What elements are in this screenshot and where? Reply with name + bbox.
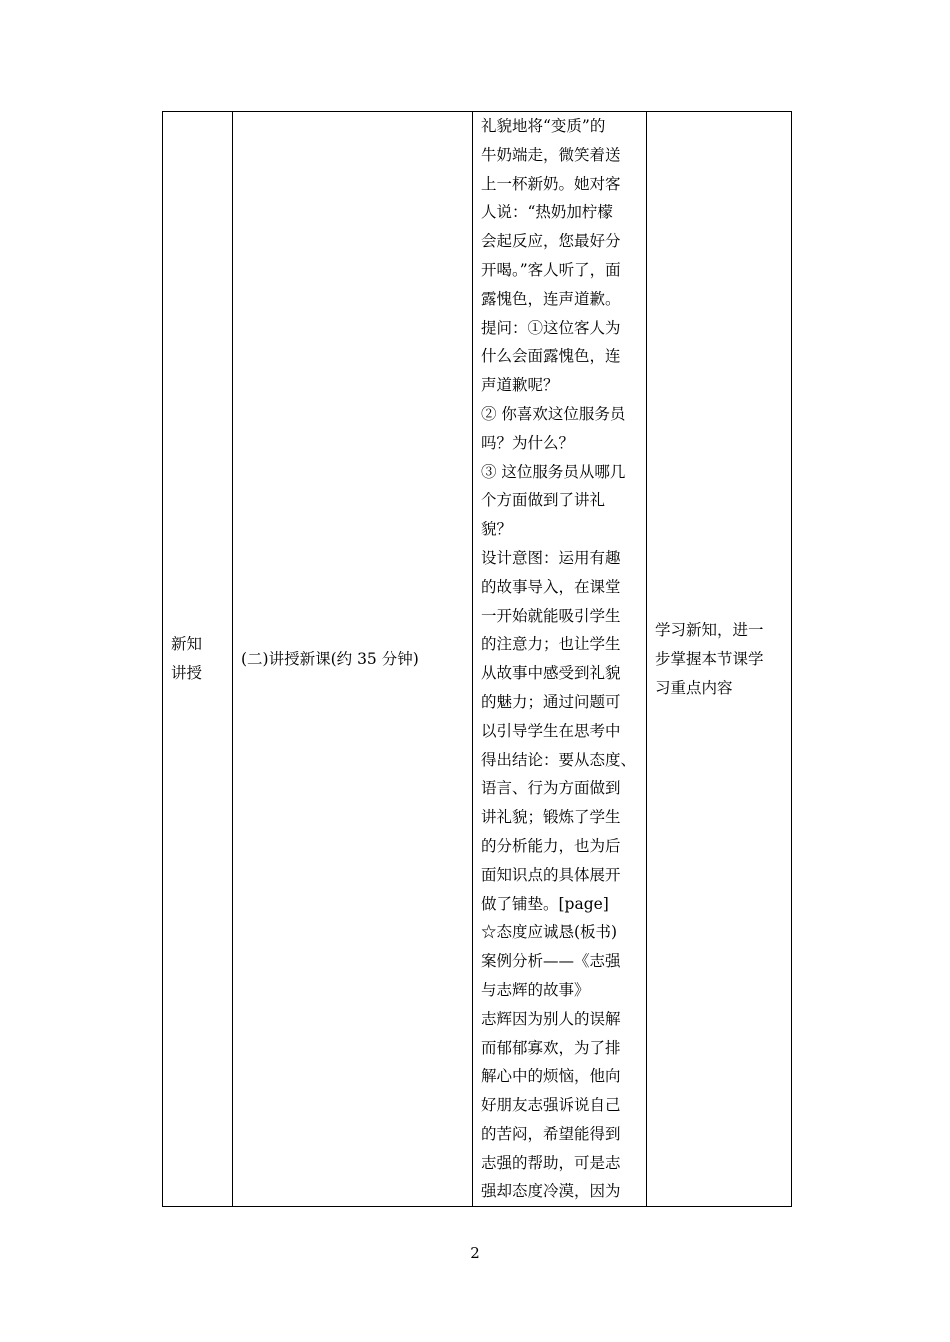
content-line: 做了铺垫。[page] bbox=[481, 894, 609, 913]
content-line: 礼貌地将“变质”的 bbox=[481, 117, 606, 135]
content-line: 解心中的烦恼，他向 bbox=[481, 1067, 621, 1086]
content-line: 提问：①这位客人为 bbox=[481, 318, 621, 337]
content-line: 一开始就能吸引学生 bbox=[481, 606, 621, 625]
step-text: (二)讲授新课(约 35 分钟) bbox=[241, 649, 419, 668]
content-line: 强却态度冷漠，因为 bbox=[481, 1182, 621, 1201]
stage-line: 讲授 bbox=[171, 664, 203, 683]
content-line: 人说：“热奶加柠檬 bbox=[481, 203, 613, 222]
content-line: 从故事中感受到礼貌 bbox=[481, 664, 621, 683]
content-line: 得出结论：要从态度、 bbox=[481, 750, 637, 769]
content-line: 志强的帮助，可是志 bbox=[481, 1153, 621, 1172]
intent-line: 步掌握本节课学 bbox=[655, 649, 764, 668]
content-line: 的魅力；通过问题可 bbox=[481, 692, 621, 711]
content-line: ③ 这位服务员从哪几 bbox=[481, 462, 626, 481]
content-line: 以引导学生在思考中 bbox=[481, 721, 621, 740]
content-cell bbox=[473, 112, 647, 1207]
table-row bbox=[163, 112, 792, 1207]
content-line: 与志辉的故事》 bbox=[481, 980, 590, 999]
content-line: 开喝。”客人听了，面 bbox=[481, 260, 621, 279]
content-line: ☆态度应诚恳(板书) bbox=[481, 923, 618, 942]
content-line: 貌？ bbox=[481, 520, 513, 539]
content-line: 会起反应，您最好分 bbox=[481, 232, 621, 251]
content-line: 案例分析——《志强 bbox=[481, 952, 621, 971]
lesson-plan-table bbox=[162, 111, 792, 1207]
content-line: 而郁郁寡欢，为了排 bbox=[481, 1038, 621, 1057]
intent-line: 习重点内容 bbox=[655, 678, 733, 697]
content-line: 的分析能力，也为后 bbox=[481, 836, 621, 855]
content-line: 志辉因为别人的误解 bbox=[481, 1009, 621, 1028]
content-line: 的苦闷，希望能得到 bbox=[481, 1124, 621, 1143]
stage-line: 新知 bbox=[171, 635, 203, 654]
content-line: 设计意图：运用有趣 bbox=[481, 548, 621, 567]
page-number: 2 bbox=[470, 1244, 480, 1262]
intent-line: 学习新知，进一 bbox=[655, 620, 764, 639]
content-line: 面知识点的具体展开 bbox=[481, 865, 621, 884]
content-line: 什么会面露愧色，连 bbox=[481, 347, 621, 366]
content-line: 的故事导入，在课堂 bbox=[481, 577, 621, 596]
step-cell bbox=[233, 112, 473, 1207]
intent-cell bbox=[647, 112, 792, 1207]
content-line: 露愧色，连声道歉。 bbox=[481, 289, 621, 308]
content-line: 声道歉呢？ bbox=[481, 376, 559, 395]
content-line: 语言、行为方面做到 bbox=[481, 779, 621, 798]
stage-cell bbox=[163, 112, 233, 1207]
content-line: 上一杯新奶。她对客 bbox=[481, 174, 621, 193]
content-line: 好朋友志强诉说自己 bbox=[481, 1096, 621, 1115]
content-line: 吗？为什么？ bbox=[481, 433, 575, 452]
content-line: 讲礼貌；锻炼了学生 bbox=[481, 808, 621, 827]
content-line: 的注意力；也让学生 bbox=[481, 635, 621, 654]
content-line: 牛奶端走，微笑着送 bbox=[481, 145, 621, 164]
content-line: ② 你喜欢这位服务员 bbox=[481, 404, 626, 423]
content-line: 个方面做到了讲礼 bbox=[481, 491, 606, 510]
